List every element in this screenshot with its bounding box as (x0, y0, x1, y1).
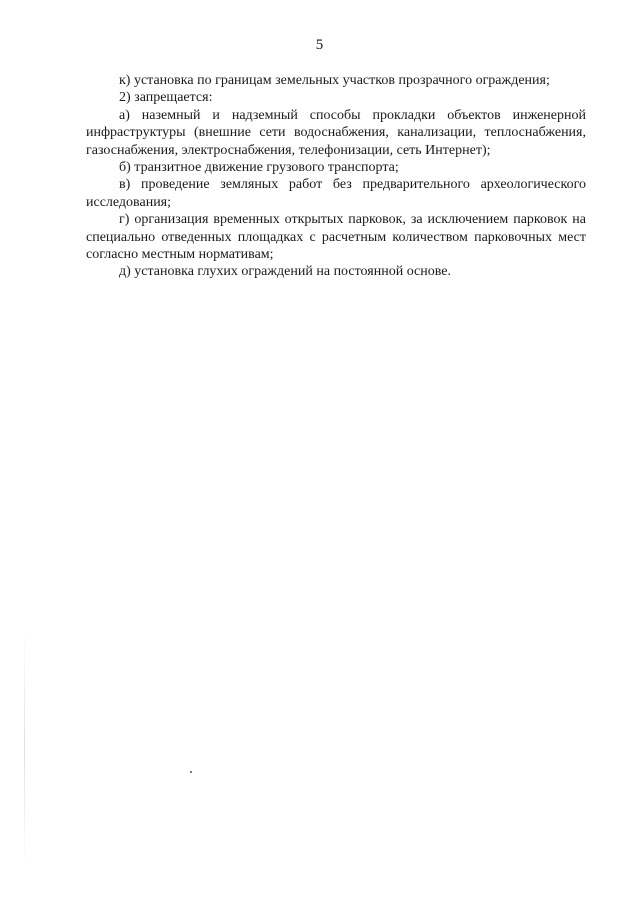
paragraph-v: в) проведение земляных работ без предварительного археологического исследования; (86, 177, 586, 210)
paragraph-a: а) наземный и надземный способы прокладки объектов инженерной инфраструктуры (внешние сети водоснабжения, канализации, теплоснабжения, газоснабжения, электроснабжения, телефонизации, сеть Интернет); (86, 107, 586, 158)
scan-dot-artifact (190, 771, 192, 773)
document-body (86, 72, 586, 281)
paragraph-b: б) транзитное движение грузового транспорта; (119, 160, 399, 176)
paragraph-prohibited-heading: 2) запрещается: (119, 90, 213, 106)
paragraph-k: к) установка по границам земельных участков прозрачного ограждения; (119, 73, 550, 88)
page-number: 5 (315, 37, 324, 53)
paragraph-g: г) организация временных открытых парковок, за исключением парковок на специально отведенных площадках с расчетным количеством парковочных мест согласно местным нормативам; (86, 212, 586, 263)
paragraph-d: д) установка глухих ограждений на постоянной основе. (119, 264, 452, 280)
scan-edge-artifact (24, 630, 25, 870)
